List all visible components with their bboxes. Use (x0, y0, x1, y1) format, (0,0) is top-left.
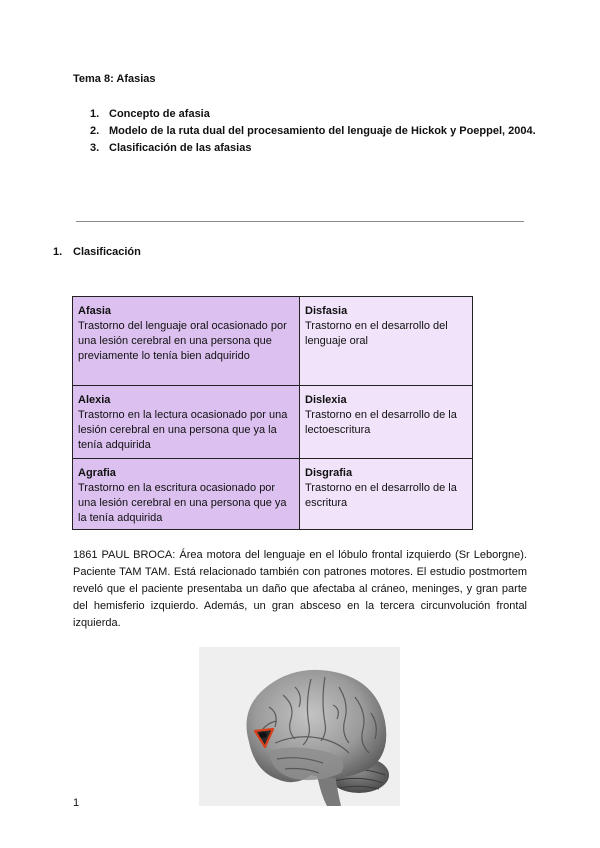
toc-item (90, 123, 540, 140)
toc-item (90, 140, 540, 157)
cell-term: Disgrafia (305, 467, 353, 479)
table-of-contents (90, 106, 540, 157)
table-row (73, 297, 473, 386)
table-cell (73, 386, 300, 459)
toc-item-number: 3. (90, 142, 100, 154)
topic-title: Tema 8: Afasias (73, 73, 156, 85)
toc-item-text: Modelo de la ruta dual del procesamiento del lenguaje de Hickok y Poeppel, 2004. (109, 125, 536, 137)
cell-term: Agrafia (78, 467, 116, 479)
brain-illustration (199, 647, 400, 806)
cell-definition: Trastorno en la lectura ocasionado por una lesión cerebral en una persona que ya la tenía adquirida (78, 409, 288, 451)
horizontal-divider (76, 221, 524, 222)
section-heading (53, 246, 141, 258)
table-row (73, 386, 473, 459)
toc-item-text: Concepto de afasia (109, 108, 210, 120)
page-number: 1 (73, 797, 80, 809)
table-cell (73, 297, 300, 386)
toc-item-number: 1. (90, 108, 100, 120)
section-number: 1. (53, 246, 63, 258)
broca-paragraph: 1861 PAUL BROCA: Área motora del lenguaje en el lóbulo frontal izquierdo (Sr Leborgne). Paciente TAM TAM. Está relacionado también con patrones motores. El estudio postmortem reveló que el paciente presentaba un daño que afectaba al cráneo, meninges, y gran parte del hemisferio izquierdo. Además, un gran absceso en la tercera circunvolución frontal izquierda. (73, 549, 527, 629)
cell-term: Dislexia (305, 394, 347, 406)
cell-definition: Trastorno en el desarrollo de la escritura (305, 482, 457, 509)
toc-item-text: Clasificación de las afasias (109, 142, 252, 154)
table-cell (300, 386, 473, 459)
cell-definition: Trastorno en la escritura ocasionado por una lesión cerebral en una persona que ya la tenía adquirida (78, 482, 287, 524)
table-row (73, 459, 473, 530)
cell-definition: Trastorno del lenguaje oral ocasionado por una lesión cerebral en una persona que previamente lo tenía bien adquirido (78, 320, 287, 362)
section-title: Clasificación (73, 246, 141, 258)
cell-term: Alexia (78, 394, 111, 406)
cell-term: Afasia (78, 305, 112, 317)
classification-table (72, 296, 473, 530)
cell-definition: Trastorno en el desarrollo de la lectoescritura (305, 409, 457, 436)
cell-term: Disfasia (305, 305, 348, 317)
cell-definition: Trastorno en el desarrollo del lenguaje oral (305, 320, 448, 347)
table-cell (73, 459, 300, 530)
table-cell (300, 297, 473, 386)
table-cell (300, 459, 473, 530)
toc-item-number: 2. (90, 125, 100, 137)
toc-item (90, 106, 540, 123)
brain-image (199, 647, 400, 806)
